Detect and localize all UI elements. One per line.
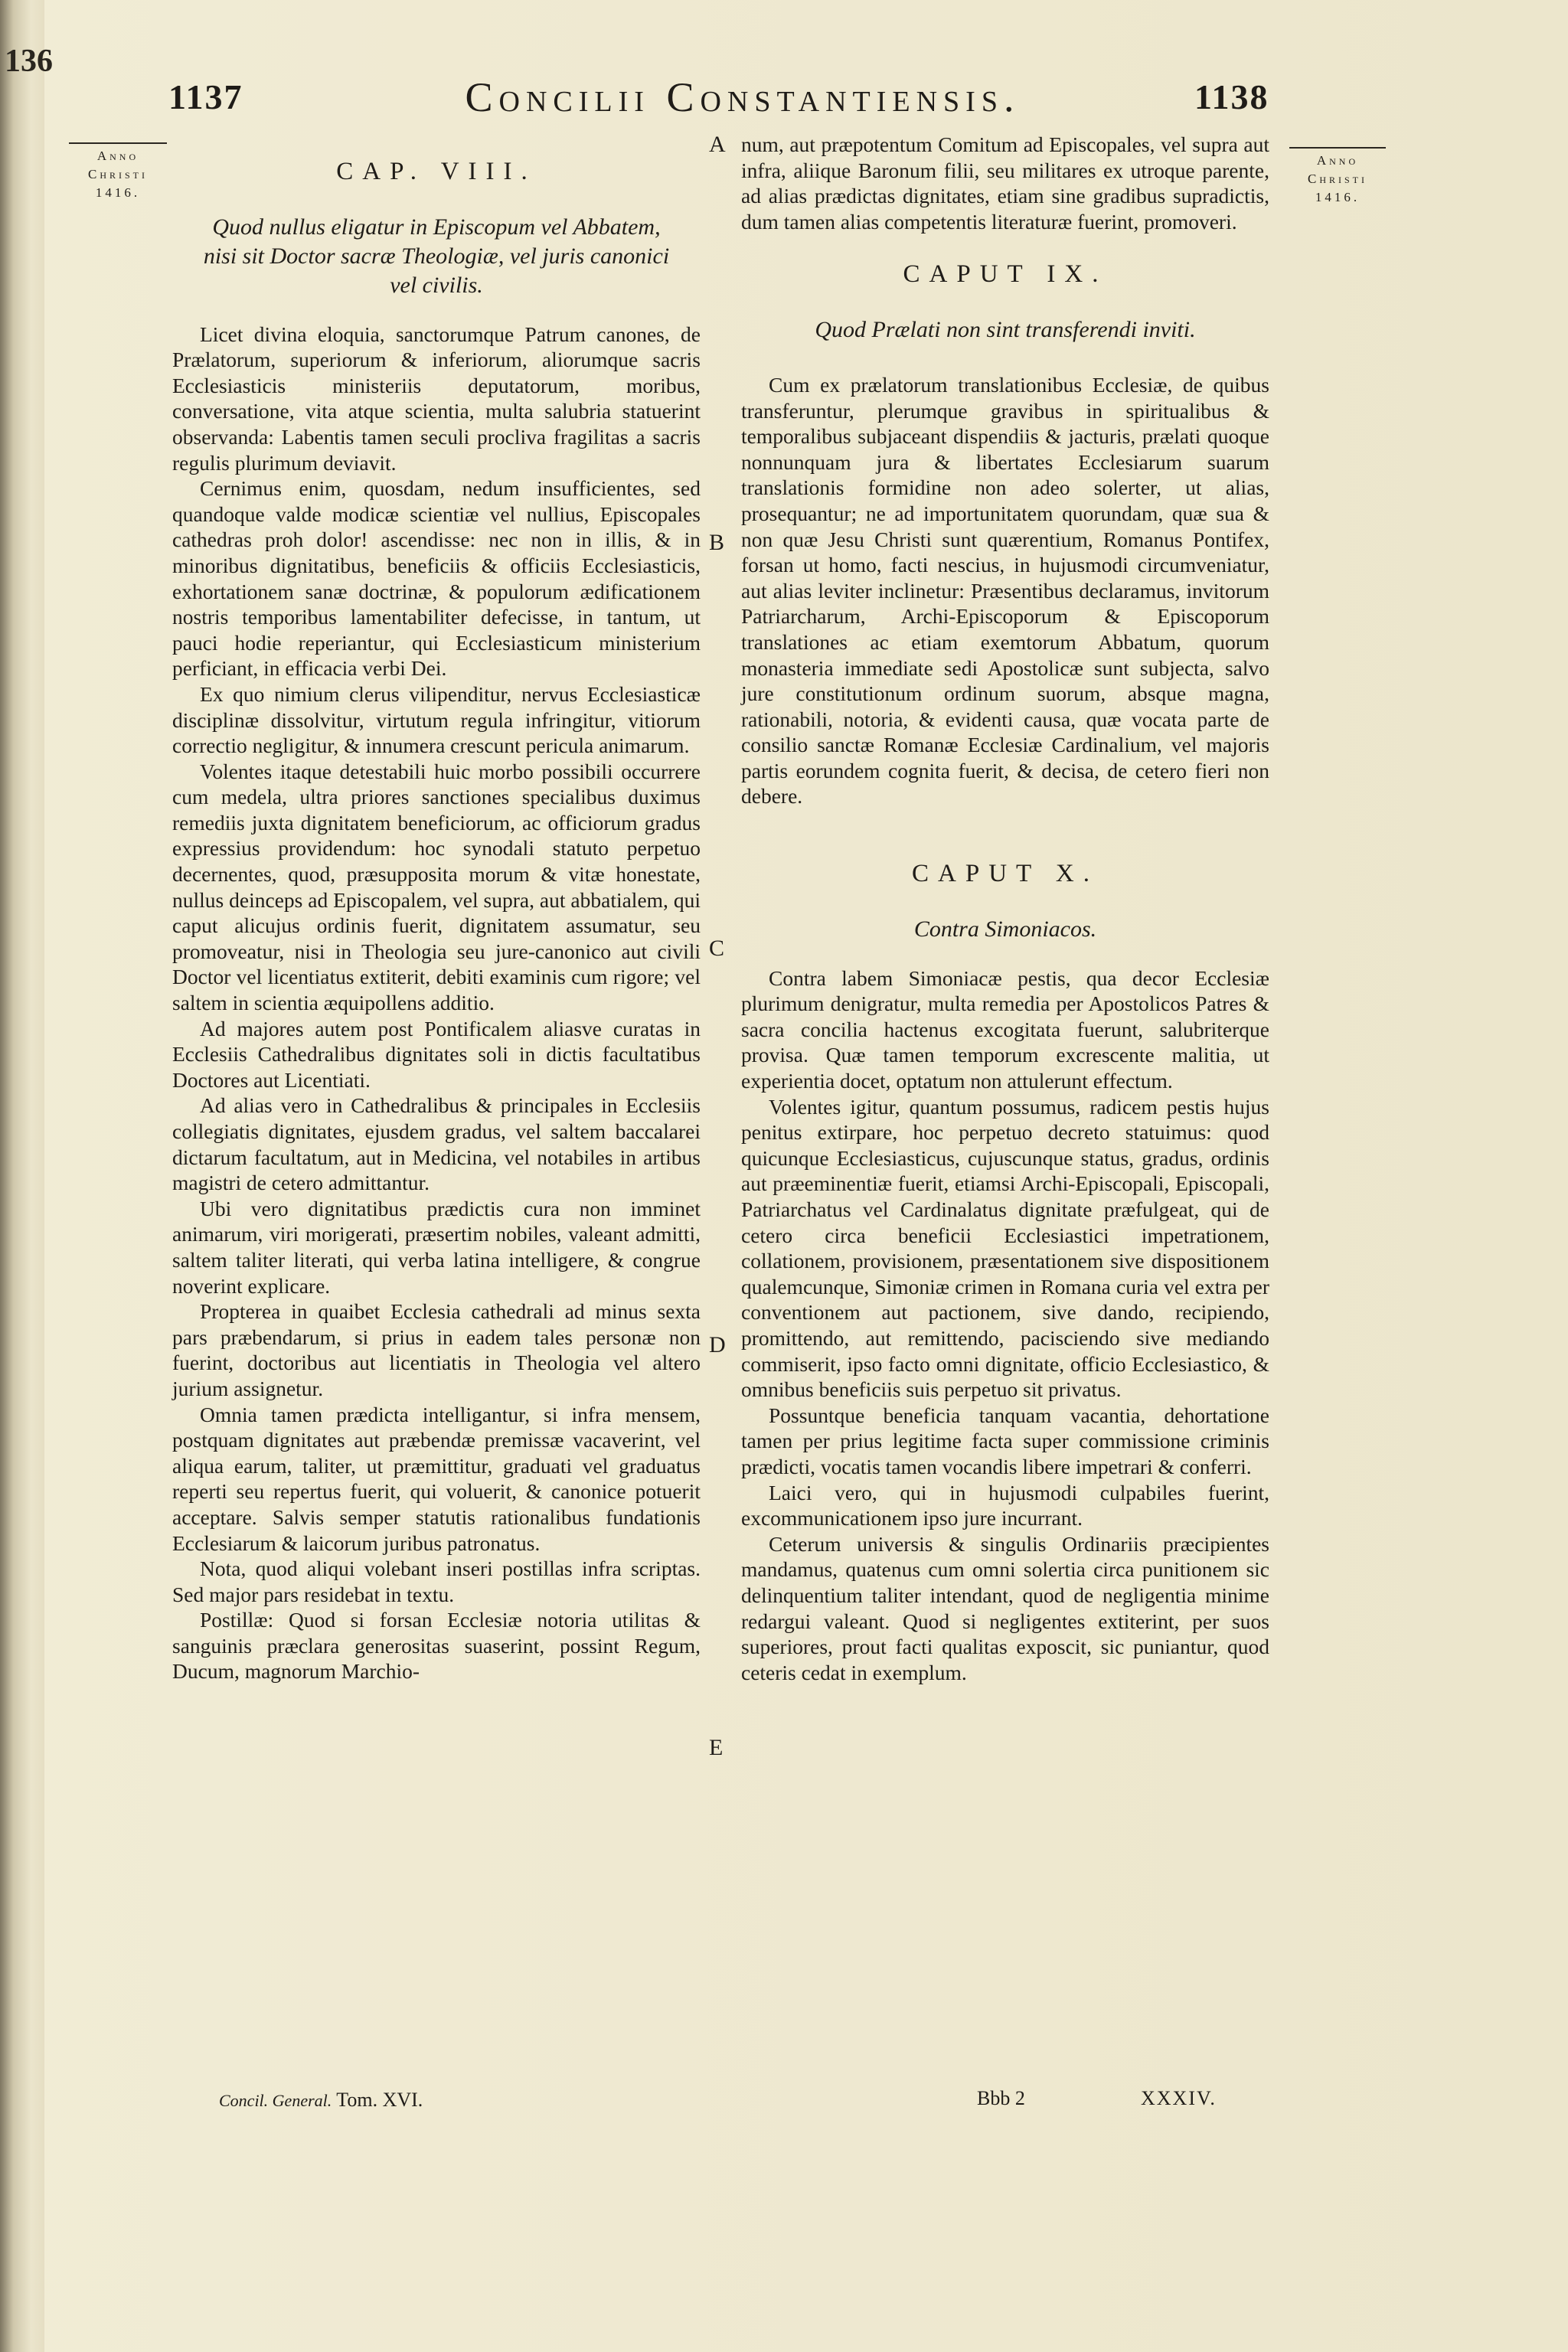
paragraph: Omnia tamen prædicta intelligantur, si infra mensem, postquam dignitates aut præbendæ premissæ vacaverint, vel aliqua earum, taliter, ut præmittitur, graduati vel graduatus reperti seu repertus fuerit, qui voluerit, & canonice potuerit acceptare. Salvis semper statutis rationalibus fundationis Ecclesiarum & laicorum juribus patronatus. bbox=[172, 1402, 701, 1555]
chapter-heading: CAP. VIII. bbox=[336, 158, 537, 185]
paragraph: Laici vero, qui in hujusmodi culpabiles fuerint, excommunicationem ipso jure incurrant. bbox=[741, 1480, 1269, 1530]
anno-christi-right bbox=[1289, 147, 1386, 207]
paragraph: Propterea in quaibet Ecclesia cathedrali ad minus sexta pars præbendarum, si prius in eadem tales personæ non fuerint, doctoribus aut licentiatis in Theologia vel altero jurium assignetur. bbox=[172, 1299, 701, 1400]
christi-label: Christi bbox=[1307, 172, 1367, 186]
anno-rule bbox=[69, 142, 167, 144]
chapter-subtitle: Contra Simoniacos. bbox=[913, 916, 1097, 942]
footer-signature: Concil. General. bbox=[219, 2091, 332, 2110]
footer-signature-mark: Bbb 2 bbox=[977, 2087, 1025, 2109]
anno-rule bbox=[1289, 147, 1386, 149]
anno-year: 1416. bbox=[1315, 190, 1361, 204]
paragraph: Licet divina eloquia, sanctorumque Patrum canones, de Prælatorum, superiorum & inferiorum, aliorumque sacris Ecclesiasticis ministeriis deputatorum, moribus, conversatione, vita atque scientia, multa salubria statuerint observanda: Labentis tamen seculi procliva fragilitas a sacris regulis plurimum deviavit. bbox=[172, 322, 701, 475]
paragraph: Volentes igitur, quantum possumus, radicem pestis hujus penitus extirpare, hoc perpetuo decreto statuimus: quod quicunque Ecclesiasticus, cujuscunque status, gradus, ordinis aut præeminentiæ fuerit, etiamsi Archi-Episcopali, Episcopali, Patriarchatus vel Cardinalatus dignitate præfulgeat, qui de cetero circa beneficii Ecclesiastici impetrationem, collationem, provisionem, præsentationem sive dispositionem qualemcunque, Simoniæ crimen in Romana curia vel extra per conventionem aut pactionem, sive dando, recipiendo, promittendo, aut remittendo, pacisciendo sive mediando commiserit, ipso facto omni dignitate, officio Ecclesiastico, & omnibus beneficiis suis perpetuo sit privatus. bbox=[741, 1094, 1269, 1402]
anno-label: Anno bbox=[96, 149, 139, 163]
anno-year: 1416. bbox=[95, 185, 141, 200]
page-number-right: 1138 bbox=[1194, 77, 1269, 116]
footer-gathering-number: XXXIV. bbox=[1141, 2087, 1217, 2109]
page-number-left: 1137 bbox=[168, 77, 243, 116]
paragraph: Ceterum universis & singulis Ordinariis præcipientes mandamus, quatenus cum omni solertia circa punitionem sic delinquentium taliter intendant, quod de negligentia minime redargui valeant. Quod si negligentes extiterint, per suos superiores, prout facti qualitas exposcit, sic puniantur, quod ceteris cedat in exemplum. bbox=[741, 1531, 1269, 1684]
anno-label: Anno bbox=[1316, 153, 1359, 168]
left-column bbox=[172, 122, 701, 1684]
paragraph: Ad alias vero in Cathedralibus & principales in Ecclesiis collegiatis dignitates, ejusdem gradus, vel saltem baccalarei dictarum facultatum, aut in Medicina, vel notabiles in artibus magistri de cetero admittantur. bbox=[172, 1093, 701, 1195]
chapter-subtitle: Quod Prælati non sint transferendi inviti. bbox=[815, 316, 1196, 342]
margin-letter-d: D bbox=[709, 1332, 726, 1357]
gutter-page-number: 136 bbox=[5, 44, 53, 79]
paragraph: Ex quo nimium clerus vilipenditur, nervus Ecclesiasticæ disciplinæ dissolvitur, virtutum regula infringitur, vitiorum correctio negligitur, & innumera crescunt pericula animarum. bbox=[172, 681, 701, 758]
paragraph: Ubi vero dignitatibus prædictis cura non imminet animarum, viri morigerati, præsertim nobiles, valeant admitti, saltem taliter literati, qui verba latina intelligere, & congrue noverint explicare. bbox=[172, 1196, 701, 1298]
paragraph: Cum ex prælatorum translationibus Ecclesiæ, de quibus transferuntur, plerumque gravibus in spiritualibus & temporalibus subjaceant dispendiis & jacturis, prælati quoque nonnunquam jura & libertates Ecclesiarum suarum translationis formidine non adeo solerter, ut alias, prosequantur; ne ad importunitatem quorundam, quæ sua & non quæ Jesu Christi sunt quærentium, Romanus Pontifex, forsan ut homo, facti nescius, in hujusmodi circumveniatur, aut alias leviter inclinetur: Præsentibus declaramus, invitorum Patriarcharum, Archi-Episcoporum & Episcoporum translationes ac etiam exemtorum Abbatum, quorum monasteria immediate sedi Apostolicæ sunt subjecta, salvo jure constitutionum ordinum suorum, absque magna, rationabili, notoria, & evidenti causa, quæ vocata parte de consilio sanctæ Romanæ Ecclesiæ Cardinalium, vel majoris partis eorundem cognita fuerit, & decisa, de cetero fieri non debere. bbox=[741, 372, 1269, 808]
paragraph: Nota, quod aliqui volebant inseri postillas infra scriptas. Sed major pars residebat in textu. bbox=[172, 1557, 701, 1606]
christi-label: Christi bbox=[87, 167, 148, 181]
paragraph: Ad majores autem post Pontificalem aliasve curatas in Ecclesiis Cathedralibus dignitates soli in dictis facultatibus Doctores aut Licentiati. bbox=[172, 1016, 701, 1092]
margin-letter-c: C bbox=[709, 936, 725, 961]
paragraph: Cernimus enim, quosdam, nedum insufficientes, sed quandoque valde modicæ scientiæ vel nullius, Episcopales cathedras proh dolor! ascendisse: nec non in illis, & in minoribus dignitatibus, beneficiis & officiis Ecclesiasticis, exhortationem sanæ doctrinæ, & populorum ædificationem nostris temporibus lamentabiliter defecisse, in tantum, ut pauci hodie reperiantur, qui Ecclesiasticum ministerium perficiant, in efficacia verbi Dei. bbox=[172, 476, 701, 681]
paragraph: Possuntque beneficia tanquam vacantia, dehortatione tamen per prius legitime facta super commissione criminis prædicti, vocatis tamen vocandis libere impetrari & conferri. bbox=[741, 1403, 1269, 1478]
right-column bbox=[741, 132, 1269, 1685]
footer-left bbox=[219, 2089, 423, 2112]
footer-tom: Tom. XVI. bbox=[336, 2089, 423, 2111]
chapter-heading: CAPUT X. bbox=[912, 860, 1099, 888]
chapter-subtitle: Quod nullus eligatur in Episcopum vel Abbatem, nisi sit Doctor sacræ Theologiæ, vel juris canonici vel civilis. bbox=[203, 214, 670, 298]
running-title: Concilii Constantiensis. bbox=[465, 74, 1021, 120]
paragraph: Volentes itaque detestabili huic morbo possibili occurrere cum medela, ultra priores sanctiones specialibus duximus remediis juxta dignitatem beneficiorum, ac officiorum gradus expressius providendum: hoc synodali statuto perpetuo decernentes, quod, præsupposita morum & vitæ honestate, nullus deinceps ad Episcopalem, vel supra, aut abbatialem, qui caput alicujus ordinis fuerit, dignitatem assumatur, seu promoveatur, nisi in Theologia seu jure-canonico aut civili Doctor vel licentiatus extiterit, debiti examinis cum rigore; vel saltem in scientia æquipollens additio. bbox=[172, 759, 701, 1015]
margin-letter-a: A bbox=[709, 132, 726, 157]
margin-letter-b: B bbox=[709, 530, 725, 555]
paragraph: num, aut præpotentum Comitum ad Episcopales, vel supra aut infra, aliique Baronum filii, seu militares ex utroque parente, ad alias prædictas dignitates, etiam sine gradibus supradictis, dum tamen alias competentis literaturæ fuerint, promoveri. bbox=[741, 132, 1269, 234]
anno-christi-left bbox=[69, 142, 167, 202]
margin-letter-e: E bbox=[709, 1735, 724, 1760]
previous-page-gutter bbox=[0, 0, 53, 2352]
paragraph: Contra labem Simoniacæ pestis, qua decor Ecclesiæ plurimum denigratur, multa remedia per Apostolicos Patres & sacra concilia hactenus excogitata fuerunt, salubriterque provisa. Quæ tamen temporum excrescente malitia, ut experientia docet, optatum non attulerunt effectum. bbox=[741, 965, 1269, 1093]
chapter-heading: CAPUT IX. bbox=[903, 260, 1108, 289]
paragraph: Postillæ: Quod si forsan Ecclesiæ notoria utilitas & sanguinis præclara generositas suaserint, possint Regum, Ducum, magnorum Marchio- bbox=[172, 1608, 701, 1684]
